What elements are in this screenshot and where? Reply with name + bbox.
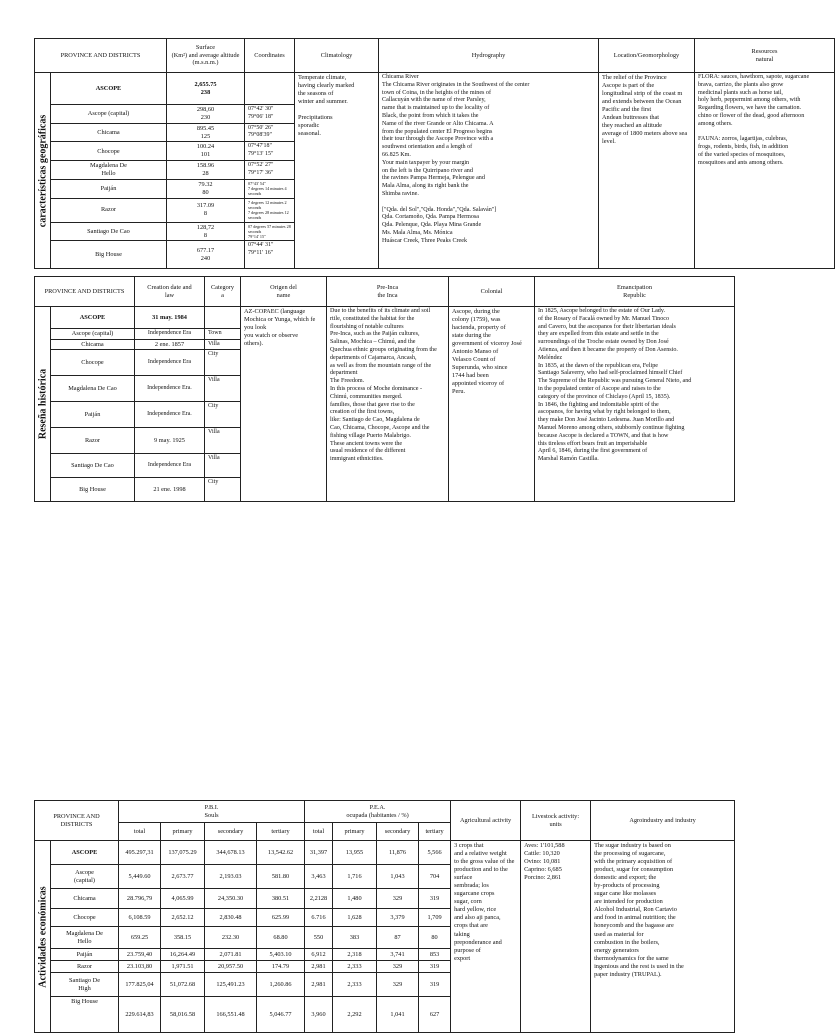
pbi-primary: 1,971.51 <box>161 961 205 973</box>
district-name: Chicama <box>51 889 119 909</box>
pbi-total: 177.825,04 <box>119 973 161 997</box>
pea-tertiary: 5,566 <box>419 841 451 865</box>
district-name: Razor <box>51 198 167 222</box>
header-preinca: Pre-Inca the Inca <box>327 277 449 307</box>
pbi-total: 659.25 <box>119 927 161 949</box>
pbi-tertiary: 581.80 <box>257 865 305 889</box>
header-pbi-secondary: secondary <box>205 823 257 841</box>
pea-primary: 2,333 <box>333 973 377 997</box>
pbi-secondary: 2,830.48 <box>205 909 257 927</box>
pbi-total: 229.614,83 <box>119 997 161 1033</box>
location-text: The relief of the Province Ascope is part of the longitudinal strip of the coast m and extends between the Ocean Pacific and the first Andean buttresses that they reached an altitude average of 1800 meters above sea level. <box>599 73 695 269</box>
climatology-text: Temperate climate, having clearly marked the seasons of winter and summer. Precipitations sporadic seasonal. <box>295 73 379 269</box>
pea-secondary: 3,379 <box>377 909 419 927</box>
creation-date: Independence Era. <box>135 402 205 428</box>
pbi-primary: 51,072.68 <box>161 973 205 997</box>
pea-secondary: 1,041 <box>377 997 419 1033</box>
pea-secondary: 1,043 <box>377 865 419 889</box>
district-name: Magdalena De Hello <box>51 927 119 949</box>
coordinates-value: 07°42' 30" 79°06' 18" <box>245 105 295 124</box>
pea-tertiary: 319 <box>419 889 451 909</box>
pbi-total: 495.297,31 <box>119 841 161 865</box>
pea-tertiary: 704 <box>419 865 451 889</box>
pea-primary: 383 <box>333 927 377 949</box>
district-name: ASCOPE <box>51 841 119 865</box>
coordinates-value <box>245 73 295 105</box>
district-name: Paiján <box>51 402 135 428</box>
pea-total: 550 <box>305 927 333 949</box>
district-name: ASCOPE <box>51 307 135 329</box>
header-coordinates: Coordinates <box>245 39 295 73</box>
district-name: Ascope (capital) <box>51 329 135 340</box>
pea-primary: 13,955 <box>333 841 377 865</box>
pbi-tertiary: 5,046.77 <box>257 997 305 1033</box>
pea-tertiary: 1,709 <box>419 909 451 927</box>
coordinates-value: 07 degrees 57 minutes 28 seconds 79°14' 15" <box>245 222 295 241</box>
pea-primary: 1,480 <box>333 889 377 909</box>
pbi-tertiary: 13,542.62 <box>257 841 305 865</box>
header-pea-tertiary: tertiary <box>419 823 451 841</box>
pea-secondary: 329 <box>377 973 419 997</box>
pbi-primary: 358.15 <box>161 927 205 949</box>
resources-text: FLORA: sauces, hawthorn, sapote, sugarcane brava, carrizo, the plants also grow medicinal plants such as horse tail, holy herb, peppermint among others, with Regarding flowers, we have the carnation. chino or flower of the dead, good afternoon among others. FAUNA: zorros, lagartijas, culebras, frogs, rodents, birds, fish, in addition of the varied species of mosquitoes, mosquitoes and ants among others. <box>695 73 835 269</box>
surface-value: 677.17 240 <box>167 241 245 269</box>
pea-total: 6.716 <box>305 909 333 927</box>
surface-value: 2,655.75 238 <box>167 73 245 105</box>
category-value: City <box>205 402 241 428</box>
category-value: Villa <box>205 376 241 402</box>
header-pbi-primary: primary <box>161 823 205 841</box>
pbi-primary: 58,016.58 <box>161 997 205 1033</box>
header-surface: Surface (Km²) and average altitude (m.s.n.m.) <box>167 39 245 73</box>
header-colonial: Colonial <box>449 277 535 307</box>
coordinates-value: 7 degrees 12 minutes 2 seconds 7 degrees 28 minutes 12 seconds <box>245 198 295 222</box>
pea-secondary: 11,876 <box>377 841 419 865</box>
pbi-secondary: 344,678.13 <box>205 841 257 865</box>
district-name: Chocope <box>51 350 135 376</box>
header-pea-secondary: secondary <box>377 823 419 841</box>
pea-primary: 1,716 <box>333 865 377 889</box>
preinca-text: Due to the benefits of its climate and soil rtile, constituted the habitat for the flourishing of notable cultures Pre-Inca, such as the Paiján cultures, Salinas, Mochica – Chimú, and the Quechua ethnic groups originating from the departments of Cajamarca, Ancash, as well as from the mountain range of the department The Freedom. In this process of Moche dominance - Chimú, communities merged. families, those that gave rise to the creation of the first towns, like: Santiago de Cao, Magdalena de Cao, Chicama, Chocope, Ascope and the fishing village Puerto Malabrigo. These ancient towns were the usual residence of the different immigrant ethnicities. <box>327 307 449 502</box>
district-name: Paiján <box>51 949 119 961</box>
hydrography-text: Chicama River The Chicama River originates in the Southwest of the center town of Coina, in the heights of the mines of Callacuyán with the name of river Parsley, name that is maintained up to the locality of Black, the point from which it takes the Name of the river Grande or Alto Chicama. A from the populated center El Progreso begins their tour through the Ascope Province with a southwest orientation and a length of 66.825 Km. Your main taxpayer by your margin on the left is the Quirripano river and the ravines Pampa Hermeja, Pelengue and Mala Alma, along its right bank the Shimba ravine. ["Qda. del Sol","Qda. Honda","Qda. Salaván"] Qda. Cortamoño, Qda. Pampa Hermosa Qda. Pelenque, Qda. Playa Mina Grande Ms. Mala Alma, Ms. Mónica Huáscar Creek, Three Peaks Creek <box>379 73 599 269</box>
district-name: Razor <box>51 428 135 454</box>
surface-value: 158.96 28 <box>167 161 245 180</box>
creation-date: Independence Era <box>135 329 205 340</box>
surface-value: 895.45 125 <box>167 123 245 142</box>
header-origin: Origen del name <box>241 277 327 307</box>
category-value: City <box>205 350 241 376</box>
surface-value: 298,60 230 <box>167 105 245 124</box>
pbi-primary: 2,673.77 <box>161 865 205 889</box>
side-label-economy: Actividades económicas <box>35 841 51 1033</box>
pbi-tertiary: 5,403.10 <box>257 949 305 961</box>
creation-date: 31 may. 1984 <box>135 307 205 329</box>
pea-secondary: 329 <box>377 889 419 909</box>
category-value: Villa <box>205 339 241 350</box>
coordinates-value: 07°44' 31" 79°11' 16" <box>245 241 295 269</box>
coordinates-value: 07°52' 27" 79°17' 36" <box>245 161 295 180</box>
category-value <box>205 307 241 329</box>
header-emancipation: Emancipation Republic <box>535 277 735 307</box>
header-agroindustry: Agroindustry and industry <box>591 801 735 841</box>
pbi-secondary: 232.30 <box>205 927 257 949</box>
header-pea: P.E.A. ocupada (habitantes / %) <box>305 801 451 823</box>
header-resources: Resources natural <box>695 39 835 73</box>
surface-value: 79.32 80 <box>167 179 245 198</box>
economy-table <box>34 800 735 1033</box>
pea-secondary: 3,741 <box>377 949 419 961</box>
surface-value: 128,72 8 <box>167 222 245 241</box>
pea-tertiary: 319 <box>419 961 451 973</box>
category-value: Town <box>205 329 241 340</box>
emancipation-text: In 1825, Ascope belonged to the estate of Our Lady. of the Rosary of Facalá owned by Mr. Manuel Tinoco and Cavero, but the ascopanos for their libertarian ideals they are expelled from this estate and settle in the surroundings of the Troche estate owned by Don José Atienza, and then it became the property of Don Asensio. Meléndez In 1835, at the dawn of the republican era, Felipe Santiago Salaverry, who had self-proclaimed himself Chief The Supreme of the Republic was pursuing General Nieto, and in the populated center of Ascope and raises to the category of the province of Chiclayo (April 15, 1835). In 1846, the fighting and indomitable spirit of the ascopanos, for having what by right belonged to them, they make Don José Jacinto Ledesma. Juan Morillo and Manuel Moreno among others, stubbornly continue fighting because Ascope is declared a TOWN, and that is how this tireless effort bears fruit an imperishable April 6, 1846, during the first government of Marshal Ramón Castilla. <box>535 307 735 502</box>
coordinates-value: 07°50' 26" 79°08'39" <box>245 123 295 142</box>
pbi-primary: 2,652.12 <box>161 909 205 927</box>
pea-primary: 2,292 <box>333 997 377 1033</box>
pbi-primary: 16,264.49 <box>161 949 205 961</box>
district-name: Chocope <box>51 909 119 927</box>
side-label-geography: características geográficas <box>35 73 51 269</box>
district-name: Magdalena De Hello <box>51 161 167 180</box>
side-label-history: Reseña histórica <box>35 307 51 502</box>
pea-primary: 2,333 <box>333 961 377 973</box>
colonial-text: Ascope, during the colony (1759), was hacienda, property of state during the government of viceroy José Antonio Manso of Velasco Count of Superunda, who since 1744 had been appointed viceroy of Peru. <box>449 307 535 502</box>
creation-date: Independence Era. <box>135 376 205 402</box>
livestock-text: Aves: 1'101,588 Cattle: 10,320 Ovino: 10,081 Caprino: 6,685 Porcino: 2,861 <box>521 841 591 1033</box>
pea-secondary: 87 <box>377 927 419 949</box>
pbi-tertiary: 625.99 <box>257 909 305 927</box>
header-location: Location/Geomorphology <box>599 39 695 73</box>
pbi-tertiary: 68.80 <box>257 927 305 949</box>
history-table <box>34 276 735 502</box>
surface-value: 100.24 101 <box>167 142 245 161</box>
pbi-total: 6,108.59 <box>119 909 161 927</box>
pbi-tertiary: 1,260.86 <box>257 973 305 997</box>
coordinates-value: 07°43' 54" 7 degrees 14 minutes 4 seconds <box>245 179 295 198</box>
header-province: PROVINCE AND DISTRICTS <box>35 277 135 307</box>
pbi-secondary: 2,193.03 <box>205 865 257 889</box>
creation-date: 9 may. 1925 <box>135 428 205 454</box>
pea-total: 2,981 <box>305 961 333 973</box>
header-pea-total: total <box>305 823 333 841</box>
pea-tertiary: 853 <box>419 949 451 961</box>
header-pea-primary: primary <box>333 823 377 841</box>
district-name: Santiago De High <box>51 973 119 997</box>
header-province: PROVINCE AND DISTRICTS <box>35 39 167 73</box>
header-pbi-total: total <box>119 823 161 841</box>
header-agri: Agricultural activity <box>451 801 521 841</box>
pea-total: 2,2128 <box>305 889 333 909</box>
creation-date: 2 ene. 1857 <box>135 339 205 350</box>
pbi-primary: 4,065.99 <box>161 889 205 909</box>
agri-text: 3 crops that and a relative weight to the gross value of the production and to the surface sembrada; los sugarcane crops sugar, corn hard yellow, rice and also aji panca, crops that are taking preponderance and purpose of export <box>451 841 521 1033</box>
district-name: Big House <box>51 997 119 1033</box>
category-value: City <box>205 478 241 502</box>
pbi-secondary: 125,491.23 <box>205 973 257 997</box>
origin-text: AZ-COPAEC (language Mochica or Yunga, which fe you look you watch or observe others). <box>241 307 327 502</box>
district-name: Paiján <box>51 179 167 198</box>
surface-value: 317.09 8 <box>167 198 245 222</box>
district-name: Santiago De Cao <box>51 222 167 241</box>
pbi-primary: 137,075.29 <box>161 841 205 865</box>
pea-tertiary: 627 <box>419 997 451 1033</box>
agroindustry-text: The sugar industry is based on the processing of sugarcane, with the primary acquisition of product, sugar for consumption domestic and export; the by-products of processing sugar cane like molasses are intended for production Alcohol Industrial, Ron Cartavio and food in animal nutrition; the honeycomb and the bagasse are used as material for combustion in the boilers, energy generators thermodynamics for the same ingenious and the rest is used in the paper industry (TRUPAL). <box>591 841 735 1033</box>
district-name: Big House <box>51 478 135 502</box>
header-province: PROVINCE AND DISTRICTS <box>35 801 119 841</box>
pbi-tertiary: 380.51 <box>257 889 305 909</box>
category-value: Villa <box>205 428 241 454</box>
pea-primary: 2,318 <box>333 949 377 961</box>
pbi-total: 28.796,79 <box>119 889 161 909</box>
creation-date: Independence Era <box>135 454 205 478</box>
header-climatology: Climatology <box>295 39 379 73</box>
header-livestock: Livestock activity: units <box>521 801 591 841</box>
pea-total: 6,912 <box>305 949 333 961</box>
pea-tertiary: 80 <box>419 927 451 949</box>
district-name: Ascope (capital) <box>51 105 167 124</box>
district-name: Razor <box>51 961 119 973</box>
pbi-secondary: 2,071.81 <box>205 949 257 961</box>
pbi-secondary: 24,350.30 <box>205 889 257 909</box>
district-name: Big House <box>51 241 167 269</box>
geography-table <box>34 38 835 269</box>
district-name: Chicama <box>51 123 167 142</box>
header-hydrography: Hydrography <box>379 39 599 73</box>
pea-primary: 1,628 <box>333 909 377 927</box>
district-name: Chocope <box>51 142 167 161</box>
header-category: Category a <box>205 277 241 307</box>
pea-total: 3,463 <box>305 865 333 889</box>
creation-date: 21 ene. 1998 <box>135 478 205 502</box>
pea-tertiary: 319 <box>419 973 451 997</box>
pea-secondary: 329 <box>377 961 419 973</box>
pbi-secondary: 166,551.48 <box>205 997 257 1033</box>
district-name: Santiago De Cao <box>51 454 135 478</box>
pbi-total: 5,449.60 <box>119 865 161 889</box>
coordinates-value: 07°47'18" 79°13' 15" <box>245 142 295 161</box>
pbi-tertiary: 174.79 <box>257 961 305 973</box>
district-name: ASCOPE <box>51 73 167 105</box>
pea-total: 3,960 <box>305 997 333 1033</box>
pea-total: 2,981 <box>305 973 333 997</box>
header-pbi: P.B.I. Souls <box>119 801 305 823</box>
pea-total: 31,397 <box>305 841 333 865</box>
creation-date: Independence Era <box>135 350 205 376</box>
pbi-total: 23.103,80 <box>119 961 161 973</box>
header-creation: Creation date and law <box>135 277 205 307</box>
pbi-total: 23.759,40 <box>119 949 161 961</box>
district-name: Ascope (capital) <box>51 865 119 889</box>
category-value: Villa <box>205 454 241 478</box>
district-name: Chicama <box>51 339 135 350</box>
header-pbi-tertiary: tertiary <box>257 823 305 841</box>
district-name: Magdalena De Cao <box>51 376 135 402</box>
pbi-secondary: 20,957.50 <box>205 961 257 973</box>
